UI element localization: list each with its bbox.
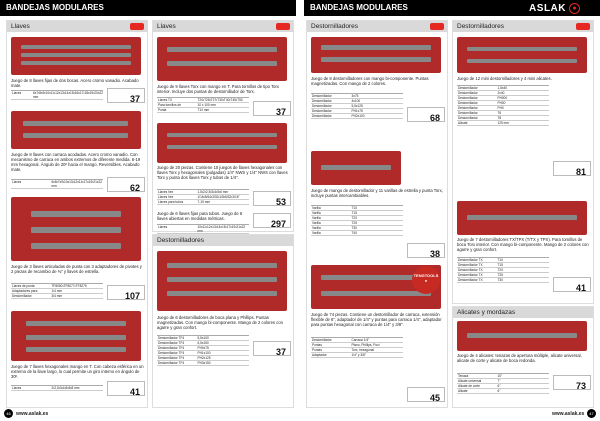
product-image: [457, 201, 587, 235]
product-description: Juego de 7 llaves hexagonales mango en T. Con cabeza esférica en un extremo de la llave largo, lo cual permite un giro interno en ángulo de 30º.: [11, 364, 144, 379]
price-box: 45: [407, 387, 445, 402]
product-image: [11, 311, 141, 361]
spec-table: Llaves TX T20•T25•T27•T30•T40•T45•T50 Para tornillos de 10 x 100 mm Punta T10 mm: [157, 97, 249, 113]
panel-title: Alicates y mordazas: [453, 307, 593, 318]
spec-table: Varilla T10 Varilla T15 Varilla T20 Varilla T25 Varilla T30 Varilla T40: [311, 205, 403, 236]
price-box: 37: [253, 101, 291, 116]
spec-table: Llaves hex 1,5•2•2,5•3•4•5•6 mm Llaves hex 1/16•5/64•3/32•1/8•5/32•3/16" Llaves para tubos 7-19 mm: [157, 189, 249, 205]
product-description: Juego de 3 llaves articuladas de punta con 3 adaptadores de pivotes y 2 piezas de recambio de ⅜" y llaves de estrella.: [11, 264, 142, 274]
product-description: Juego de 8 destornilladores con mango bi-componente. Puntas magnetizadas. Con mango de 2 colores.: [311, 76, 429, 86]
spec-table: Llaves 6x8•7x9•10x13•12x14•17x19•21x22 mm: [12, 180, 103, 188]
price-box: 73: [553, 375, 591, 390]
price-box: 68: [407, 107, 445, 122]
left-page-number: 46: [4, 409, 13, 418]
spec-table: Destornillador 3x75 Destornillador 4x100 Destornillador 5,5x125 Destornillador PH1x75 Destornillador PH2x100: [311, 93, 403, 119]
right-footer-url: www.aslak.es: [552, 411, 585, 417]
product-description: Juego de mango de destornillador y 11 varillas de estrella y punta Torx, incluye puntas intercambiables.: [311, 188, 443, 198]
panel-destornilladores-1: [152, 234, 294, 408]
panel-title: Destornilladores: [153, 235, 293, 246]
brand-mark-icon: ●: [569, 3, 580, 14]
spec-table: Destornillador TF4 5,5x100 Destornillador TF4 6,5x150 Destornillador TF4 PH0x75 Destornillador TF4 PH1x100 Destornillador TF4 PH2x125 Destornillador TF4 PH3x150: [157, 335, 249, 366]
price-box: 81: [553, 161, 591, 176]
product-description: Juego de 6 destornilladores de boca plana y Phillips. Puntas magnetizadas. Con mango bi-componente. Mango de 2 colores con agarre y gran confort.: [157, 315, 283, 330]
brand-tag-icon: [430, 23, 444, 30]
product-description: Juego de 74 piezas. Contiene un destornillador de carraca, extensión flexible de 6", adaptador de 1/4" y puntas para carraca 1/4", adaptador para puntas hexagonal con carraca de 1/4" y 3/8".: [311, 312, 442, 327]
product-image: [157, 251, 287, 311]
panel-llaves-1: [6, 20, 148, 408]
spec-table: Llaves 10x11•12x13•14x15•17x19•21x22 mm: [157, 224, 249, 234]
panel-destornilladores-2: [306, 20, 448, 408]
price-box: 107: [107, 285, 145, 300]
left-header-title: BANDEJAS MODULARES: [6, 3, 104, 12]
product-description: Juego de 7 destornilladores TX/TPX (T/TX y TPX). Para tornillos de boca Torx interior. Con mango bi-componente. Mango de 2 colores con agarre y gran confort.: [457, 237, 589, 252]
right-header-title: BANDEJAS MODULARES: [310, 3, 408, 12]
product-image: [11, 111, 141, 149]
panel-alicates: [452, 306, 594, 408]
product-image: [311, 151, 401, 185]
right-page-number: 47: [587, 409, 596, 418]
spec-table: Llaves 2•2,5•3•4•5•6•8 mm: [11, 385, 103, 391]
product-image: [11, 197, 141, 261]
price-box: 37: [253, 341, 291, 356]
brand-seal-icon: TENGTOOLS ●: [412, 266, 440, 294]
product-description: Juego de 20 piezas. Contiene 10 juegos de llaves hexagonales con llaves Torx y hexagonales (pulgadas) 1/4" NWS y 1/4" NWS con llaves Torx y punta dos llaves Torx y tubos de 1/4".: [157, 165, 288, 180]
product-image: [311, 37, 441, 73]
product-description: Juego de 4 alicates: tenazas de apertura múltiple, alicate universal, alicate de corte y alicate de boca redonda.: [457, 353, 582, 363]
left-header: [0, 0, 296, 16]
price-box: 62: [107, 177, 145, 192]
brand-tag-icon: [276, 23, 290, 30]
product-description: Juego de 9 llaves Torx con mango en T. Para tornillos de tipo Torx interior. Incluye dos puntas de destornillador de Torx.: [157, 84, 279, 94]
spec-table: Tenaza 10" Alicate universal 7" Alicate de corte 6" Alicate 6": [457, 373, 549, 394]
spec-table: Llaves 6x7•8x9•10x11•12x13•14x15•16x17•18x19•20x22 mm: [12, 91, 103, 99]
product-description: Juego de 8 llaves con carraca acodadas. Acero cromo vanadio. Con mecanismo de carraca en ambos extremos de diferente medida. 6-19 mm hexagonal. Ángulo de 20º hacia el mango. Reversibles. Acabado mate.: [11, 152, 141, 172]
panel-llaves-2: [152, 20, 294, 232]
brand-logo: ASLAK: [529, 3, 566, 14]
spec-table: Destornillador Carraca 1/4" Puntas Plano, Phillips, Pozi Puntas Torx, hexagonal Adaptador 1/4" y 3/8": [311, 337, 403, 358]
panel-title: Destornilladores: [453, 21, 593, 32]
panel-destornilladores-3: [452, 20, 594, 304]
brand-tag-icon: [130, 23, 144, 30]
product-image: [11, 37, 141, 75]
price-box: 38: [407, 243, 445, 258]
price-box: 297: [253, 213, 291, 228]
spec-table: Destornillador 1,5x40 Destornillador 2x40 Destornillador PH000 Destornillador PH00 Destornillador PH0 Destornillador T6 Destornillador T8 Alicate 125 mm: [457, 85, 549, 126]
panel-title: Llaves: [153, 21, 293, 32]
price-box: 41: [553, 277, 591, 292]
right-header: [304, 0, 600, 16]
panel-title: Destornilladores: [307, 21, 447, 32]
product-image: [157, 123, 287, 163]
price-box: 37: [107, 88, 145, 103]
panel-title: Llaves: [7, 21, 147, 32]
brand-tag-icon: [576, 23, 590, 30]
product-image: [457, 321, 587, 351]
product-image: [157, 37, 287, 81]
product-description: Juego de 6 llaves fijas para tubos. Juego de 6 llaves abiertas en medidas métricas.: [157, 211, 243, 221]
price-box: 53: [253, 191, 291, 206]
price-box: 41: [107, 381, 145, 396]
spec-table: Llaves de punta TF8050•TF8077•TF8279 Adaptadores para 1/4 mm Destornillador 3/4 mm: [11, 283, 103, 299]
spec-table: Destornillador TX T10 Destornillador TX T15 Destornillador TX T20 Destornillador TX T25 Destornillador TX T30: [457, 257, 549, 283]
left-footer-url: www.aslak.es: [16, 411, 49, 417]
product-description: Juego de 12 mini destornilladores y 4 mini alicates.: [457, 76, 552, 81]
product-image: [457, 37, 587, 73]
product-description: Juego de 8 llaves fijas de dos bocas. Acero cromo vanadio. Acabado mate.: [11, 78, 139, 88]
